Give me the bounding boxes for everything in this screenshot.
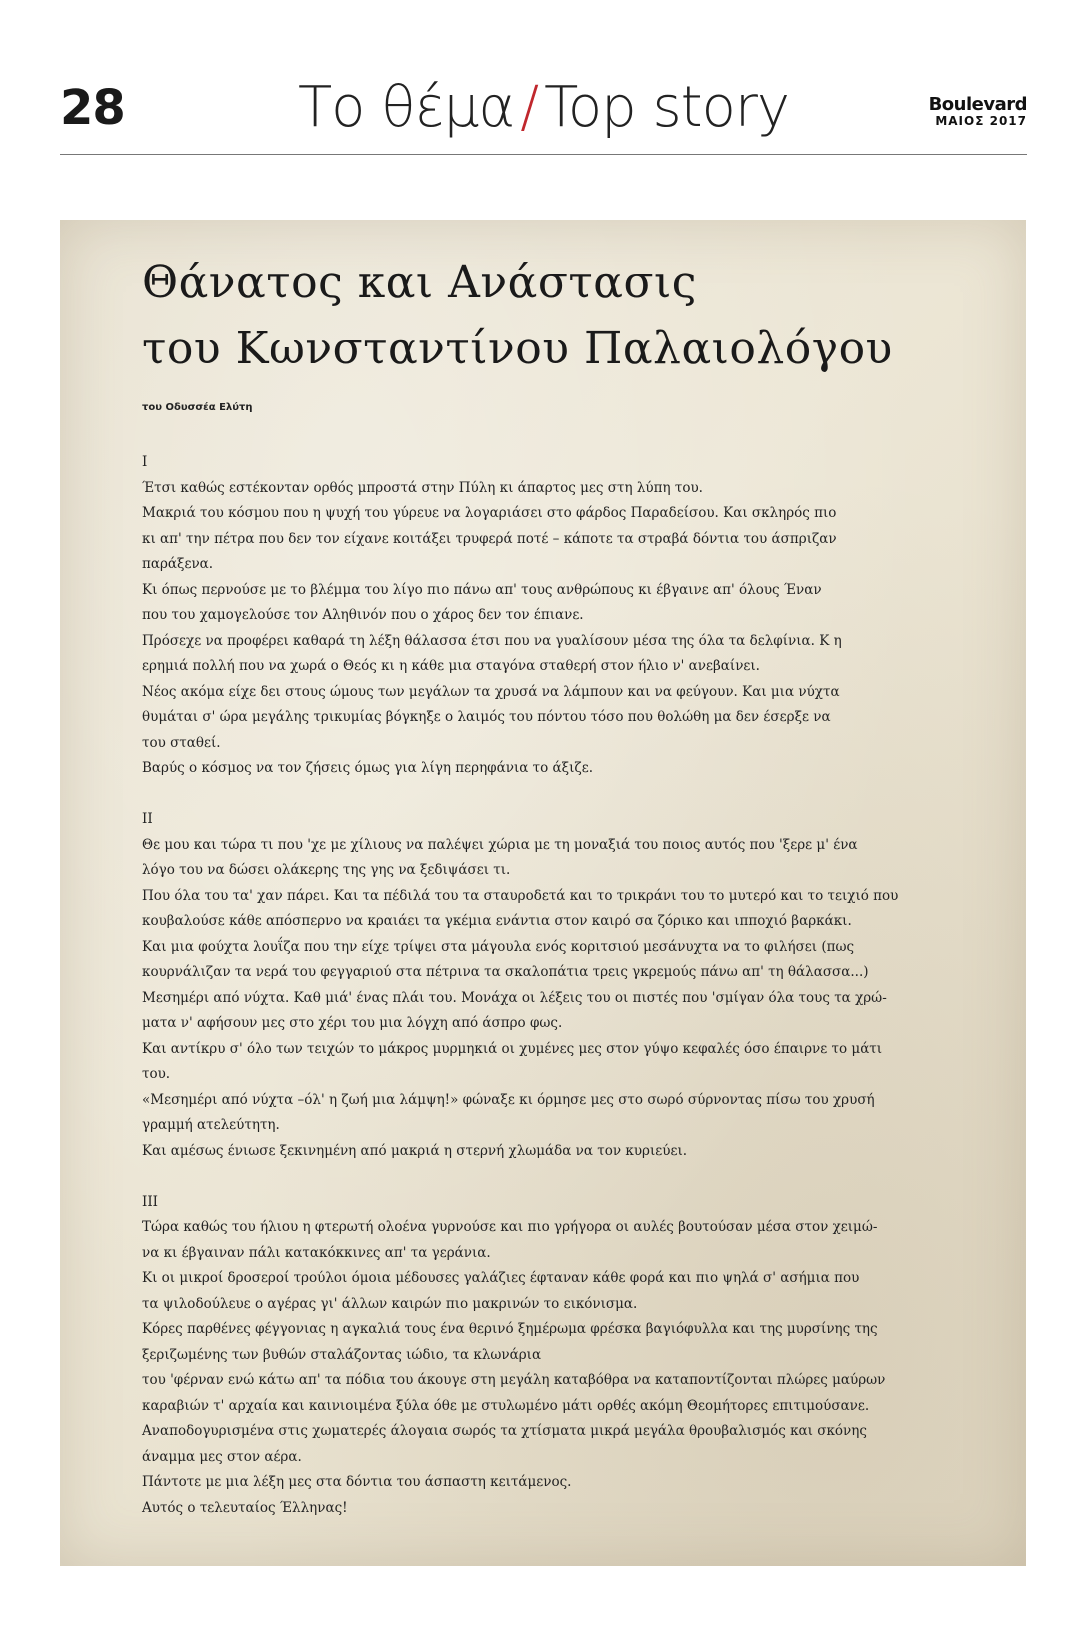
article-part (142, 1190, 942, 1522)
article-title-line-1: Θάνατος και Ανάστασις (142, 257, 697, 308)
text-line: κι απ' την πέτρα που δεν τον είχανε κοιτάξει τρυφερά ποτέ – κάποτε τα στραβά δόντια του άσπριζαν (142, 530, 837, 547)
text-line: του σταθεί. (142, 734, 221, 751)
article-part (142, 807, 942, 1164)
text-line: Και μια φούχτα λουΐζα που την είχε τρίψει στα μάγουλα ενός κοριτσιού μεσάνυχτα να το φιλήσει (πως (142, 938, 855, 955)
text-line: άναμμα μες στον αέρα. (142, 1448, 302, 1465)
text-line: να κι έβγαιναν πάλι κατακόκκινες απ' τα γεράνια. (142, 1244, 491, 1261)
magazine-brand (929, 96, 1027, 128)
text-line: Πρόσεχε να προφέρει καθαρά τη λέξη θάλασσα έτσι που να γυαλίσουν μέσα της όλα τα δελφίνια. Κ η (142, 632, 842, 649)
part-numeral: II (142, 811, 153, 827)
text-line: Έτσι καθώς εστέκονταν ορθός μπροστά στην Πύλη κι άπαρτος μες στη λύπη του. (142, 479, 703, 496)
text-line: Θε μου και τώρα τι που 'χε με χίλιους να παλέψει χώρια με τη μοναξιά του ποιος αυτός που 'ξερε μ' ένα (142, 836, 858, 853)
part-numeral: I (142, 454, 148, 470)
text-line: Κόρες παρθένες φέγγονιας η αγκαλιά τους ένα θερινό ξημέρωμα φρέσκα βαγιόφυλλα και της μυρσίνης της (142, 1321, 878, 1337)
text-line: Κι οι μικροί δροσεροί τρούλοι όμοια μέδουσες γαλάζιες έφταναν κάθε φορά και πιο ψηλά σ' ασήμια που (142, 1270, 860, 1286)
text-line: Αναποδογυρισμένα στις χωματερές άλογαια σωρός τα χτίσματα μικρά μεγάλα θρουβαλισμός και σκόνης (142, 1423, 867, 1439)
article-title (142, 250, 962, 382)
text-line: λόγο του να δώσει ολάκερης της γης να ξεδιψάσει τι. (142, 862, 511, 878)
text-line: Μεσημέρι από νύχτα. Καθ μιά' ένας πλάι του. Μονάχα οι λέξεις του οι πιστές που 'σμίγαν όλα τους τα χρώ- (142, 989, 887, 1006)
text-line: παράξενα. (142, 556, 214, 572)
issue-date: ΜΑΙΟΣ 2017 (935, 114, 1027, 128)
text-line: Κι όπως περνούσε με το βλέμμα του λίγο πιο πάνω απ' τους ανθρώπους κι έβγαινε απ' όλους Έναν (142, 581, 822, 598)
text-line: ματα ν' αφήσουν μες στο χέρι του μια λόγχη από άσπρο φως. (142, 1015, 563, 1031)
article-author: του Οδυσσέα Ελύτη (142, 402, 253, 413)
text-line: τα ψιλοδούλευε ο αγέρας γι' άλλων καιρών πιο μακρινών το εικόνισμα. (142, 1295, 638, 1312)
text-line: του 'φέρναν ενώ κάτω απ' τα πόδια του άκουγε στη μεγάλη καταβόθρα να καταποντίζονται πλώρες μαύρων (142, 1372, 886, 1388)
section-title (60, 76, 1027, 140)
text-line: Μακριά του κόσμου που η ψυχή του γύρευε να λογαριάσει στο φάρδος Παραδείσου. Και σκληρός πιο (142, 505, 837, 521)
article-body (142, 450, 942, 1547)
page-number: 28 (60, 80, 125, 136)
section-title-english: Top story (544, 75, 790, 140)
article-title-line-2: του Κωνσταντίνου Παλαιολόγου (142, 323, 893, 374)
text-line: Αυτός ο τελευταίος Έλληνας! (142, 1499, 348, 1516)
text-line: γραμμή ατελεύτητη. (142, 1117, 280, 1133)
page-header (60, 72, 1027, 155)
text-line: ξεριζωμένης των βυθών σταλάζοντας ιώδιο, τα κλωνάρια (142, 1346, 542, 1363)
text-line: που του χαμογελούσε τον Αληθινόν που ο χάρος δεν τον έπιανε. (142, 607, 584, 623)
text-line: ερημιά πολλή που να χωρά ο Θεός κι η κάθε μια σταγόνα σταθερή στον ήλιο ν' ανεβαίνει. (142, 658, 760, 674)
brand-logo: Boulevard (928, 94, 1027, 115)
text-line: Νέος ακόμα είχε δει στους ώμους των μεγάλων τα χρυσά να λάμπουν και να φεύγουν. Και μια νύχτα (142, 683, 840, 700)
section-title-greek: Το θέμα (297, 75, 515, 140)
text-line: Βαρύς ο κόσμος να τον ζήσεις όμως για λίγη περηφάνια το άξιζε. (142, 760, 593, 776)
section-separator: / (520, 75, 539, 140)
text-line: Τώρα καθώς του ήλιου η φτερωτή ολοένα γυρνούσε και πιο γρήγορα οι αυλές βουτούσαν μέσα στον χειμώ- (142, 1219, 878, 1235)
text-line: Και αμέσως ένιωσε ξεκινημένη από μακριά η στερνή χλωμάδα να τον κυριεύει. (142, 1142, 688, 1159)
part-numeral: III (142, 1193, 158, 1210)
text-line: θυμάται σ' ώρα μεγάλης τρικυμίας βόγκηξε ο λαιμός του πόντου τόσο που θολώθη μα δεν έσερξε να (142, 709, 831, 725)
text-line: καραβιών τ' αρχαία και καινιοιμένα ξύλα όθε με στυλωμένο μάτι ορθές ακόμη Θεομήτορες επιτιμούσανε. (142, 1397, 870, 1414)
text-line: Πάντοτε με μια λέξη μες στα δόντια του άσπαστη κειτάμενος. (142, 1474, 572, 1490)
text-line: Και αντίκρυ σ' όλο των τειχών το μάκρος μυρμηκιά οι χυμένες μες στον γύψο κεφαλές όσο έπαιρνε το μάτι (142, 1040, 883, 1057)
text-line: Που όλα του τα' χαν πάρει. Και τα πέδιλά του τα σταυροδετά και το τρικράνι του το μυτερό και το τειχιό που (142, 887, 899, 904)
text-line: του. (142, 1066, 171, 1082)
parchment-panel (60, 220, 1026, 1566)
article-part (142, 450, 942, 782)
text-line: κουρνάλιζαν τα νερά του φεγγαριού στα πέτρινα τα σκαλοπάτια τρεις γκρεμούς πάνω απ' τη θάλασσα...) (142, 964, 869, 980)
text-line: «Μεσημέρι από νύχτα –όλ' η ζωή μια λάμψη!» φώναξε κι όρμησε μες στο σωρό σύρνοντας πίσω του χρυσή (142, 1091, 875, 1108)
text-line: κουβαλούσε κάθε απόσπερνο να κραιάει τα γκέμια ενάντια στον καιρό σα ζόρικο και ιπποχιό βαρκάκι. (142, 913, 852, 929)
